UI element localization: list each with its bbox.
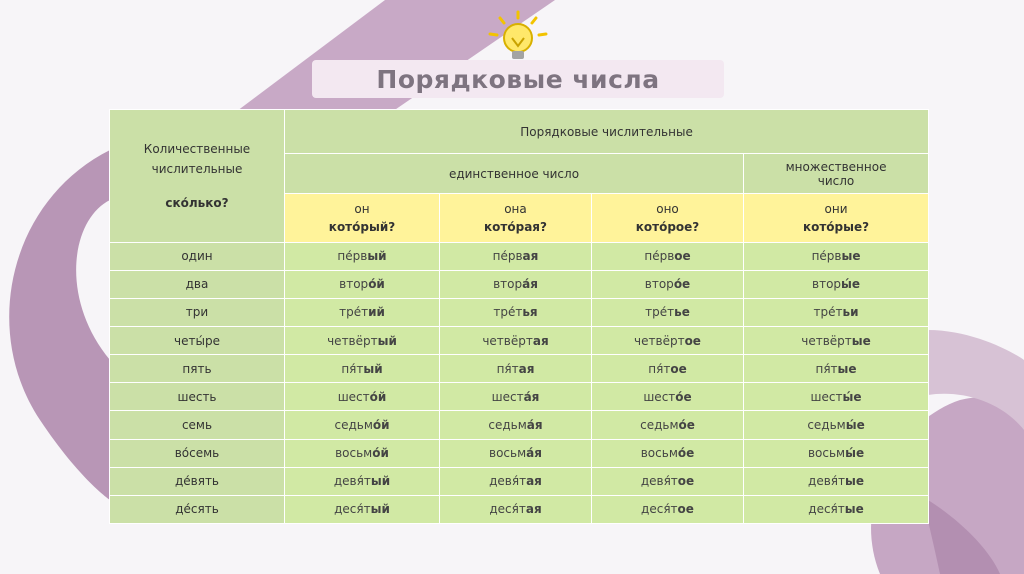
word-ending: ы́е [841,277,861,292]
pronoun-question: кото́рые? [802,220,870,235]
cardinal-cell: пять [110,355,285,383]
word-stem: пе́рв [337,249,368,264]
word-stem: шест [337,389,370,404]
word-ending: ый [363,361,383,376]
table-row [110,439,929,467]
word-ending: о́й [372,417,390,432]
word-ending: ий [368,305,385,320]
word-ending: а́я [526,417,543,432]
word-ending: а́я [522,277,538,292]
word-ending: о́е [678,417,695,432]
word-stem: восьм [640,446,678,461]
word-ending: ая [518,361,535,376]
word-stem: девя́т [333,474,371,489]
word-stem: четвёрт [327,333,378,348]
table-row [110,242,929,270]
word-ending: о́е [673,277,691,292]
word-stem: четвёрт [634,333,685,348]
ordinal-form-cell [285,270,440,298]
cardinal-cell: один [110,242,285,270]
word-stem: деся́т [641,502,678,517]
word-stem: седьм [640,417,679,432]
pronoun-question: кото́рое? [635,220,700,235]
ordinal-form-cell [285,298,440,326]
ordinal-form-cell [592,298,744,326]
word-ending: ая [526,474,542,489]
ordinal-form-cell [592,355,744,383]
pronoun-label: он [354,202,370,217]
ordinal-form-cell [592,270,744,298]
word-ending: ы́е [842,389,862,404]
word-ending: ые [837,361,857,376]
word-ending: ьи [842,305,859,320]
ordinal-form-cell [744,270,929,298]
ordinal-form-cell [285,383,440,411]
ordinal-form-cell [440,383,592,411]
plural-label-1: множественное [785,159,887,174]
word-stem: тре́т [493,305,523,320]
pronoun-label: оно [656,202,679,217]
pronoun-question: кото́рый? [328,220,396,235]
word-ending: ое [684,333,701,348]
table-row [110,327,929,355]
ordinal-form-cell [592,495,744,523]
word-ending: ое [674,249,691,264]
word-stem: девя́т [808,474,845,489]
ordinal-form-cell [285,495,440,523]
word-stem: шест [491,389,524,404]
word-ending: ые [844,502,864,517]
ordinal-form-cell [744,411,929,439]
word-stem: восьм [807,446,846,461]
word-ending: а́я [523,389,540,404]
word-stem: втор [493,277,523,292]
word-stem: пя́т [815,361,838,376]
ordinal-form-cell [744,355,929,383]
ordinal-form-cell [744,467,929,495]
cardinal-label-1: Количественные [143,141,251,156]
table-row [110,495,929,523]
ordinal-form-cell [744,439,929,467]
ordinal-form-cell [592,439,744,467]
plural-header [744,154,929,194]
ordinal-form-cell [592,411,744,439]
cardinal-cell: де́вять [110,467,285,495]
pronoun-question: кото́рая? [484,220,547,235]
word-ending: ый [370,502,390,517]
ordinal-form-cell [285,439,440,467]
cardinal-label-2: числительные [151,161,243,176]
word-stem: четвёрт [482,333,533,348]
cardinal-header-cell [110,110,285,243]
table-row [110,411,929,439]
word-ending: ы́е [845,446,865,461]
word-stem: тре́т [813,305,843,320]
pronoun-cell [440,194,592,242]
ordinal-form-cell [440,495,592,523]
word-ending: ая [525,502,542,517]
ordinal-form-cell [744,327,929,355]
word-stem: девя́т [489,474,527,489]
word-ending: ья [522,305,538,320]
table-row [110,270,929,298]
word-ending: а́я [526,446,542,461]
word-stem: восьм [335,446,373,461]
table-row [110,355,929,383]
ordinal-form-cell [744,298,929,326]
pronoun-cell [744,194,929,242]
ordinal-form-cell [440,439,592,467]
pronoun-label: они [824,202,848,217]
ordinal-form-cell [285,411,440,439]
word-stem: восьм [489,446,527,461]
ordinal-form-cell [440,467,592,495]
word-stem: пе́рв [492,249,523,264]
word-ending: ое [670,361,687,376]
word-ending: ы́е [845,417,865,432]
word-ending: ый [370,474,391,489]
table-row [110,298,929,326]
ordinal-form-cell [440,242,592,270]
word-ending: ое [677,474,695,489]
word-ending: ые [851,333,871,348]
pronoun-cell [592,194,744,242]
ordinal-form-cell [592,383,744,411]
ordinal-form-cell [440,270,592,298]
word-stem: седьм [807,417,846,432]
word-stem: деся́т [489,502,526,517]
word-stem: тре́т [645,305,675,320]
ordinal-form-cell [285,467,440,495]
word-ending: о́е [677,446,695,461]
word-ending: о́е [675,389,692,404]
cardinal-cell: во́семь [110,439,285,467]
word-stem: пя́т [496,361,519,376]
ordinal-form-cell [592,242,744,270]
table-row [110,467,929,495]
cardinal-cell: четы́ре [110,327,285,355]
ordinal-form-cell [440,327,592,355]
word-stem: тре́т [339,305,369,320]
word-stem: втор [644,277,674,292]
word-ending: ый [377,333,397,348]
word-stem: четвёрт [801,333,852,348]
word-stem: седьм [488,417,527,432]
word-ending: ая [522,249,539,264]
ordinal-form-cell [285,327,440,355]
ordinal-form-cell [744,242,929,270]
ordinal-form-cell [592,467,744,495]
ordinal-form-cell [592,327,744,355]
word-stem: пя́т [341,361,364,376]
ordinal-form-cell [744,495,929,523]
word-stem: деся́т [808,502,845,517]
word-ending: о́й [368,277,385,292]
pronoun-label: она [504,202,527,217]
cardinal-cell: де́сять [110,495,285,523]
word-stem: шест [643,389,676,404]
word-stem: втор [339,277,369,292]
word-ending: ая [532,333,549,348]
word-stem: пе́рв [644,249,675,264]
title-text: Порядковые числа [376,64,660,94]
cardinal-question: ско́лько? [165,195,229,210]
word-stem: шест [810,389,843,404]
table-row [110,383,929,411]
word-ending: о́й [369,389,387,404]
word-stem: пе́рв [811,249,842,264]
word-ending: о́й [372,446,389,461]
word-ending: ые [841,249,861,264]
pronoun-cell [285,194,440,242]
word-ending: ое [677,502,694,517]
singular-header: единственное число [285,154,744,194]
lightbulb-icon [478,8,558,64]
word-ending: ье [674,305,690,320]
ordinal-form-cell [285,355,440,383]
plural-label-2: число [817,173,855,188]
ordinal-form-cell [744,383,929,411]
cardinal-cell: два [110,270,285,298]
ordinal-form-cell [440,355,592,383]
word-stem: втор [812,277,842,292]
ordinal-form-cell [440,411,592,439]
page-title [312,60,724,98]
ordinal-numbers-table [109,109,929,524]
cardinal-cell: семь [110,411,285,439]
word-stem: пя́т [648,361,671,376]
ordinal-form-cell [440,298,592,326]
word-stem: седьм [334,417,373,432]
word-ending: ые [845,474,864,489]
ordinal-header: Порядковые числительные [285,110,929,154]
word-stem: девя́т [640,474,678,489]
word-stem: деся́т [334,502,371,517]
ribbon-left-curve [9,150,110,500]
word-ending: ый [367,249,387,264]
cardinal-cell: шесть [110,383,285,411]
cardinal-cell: три [110,298,285,326]
ordinal-form-cell [285,242,440,270]
